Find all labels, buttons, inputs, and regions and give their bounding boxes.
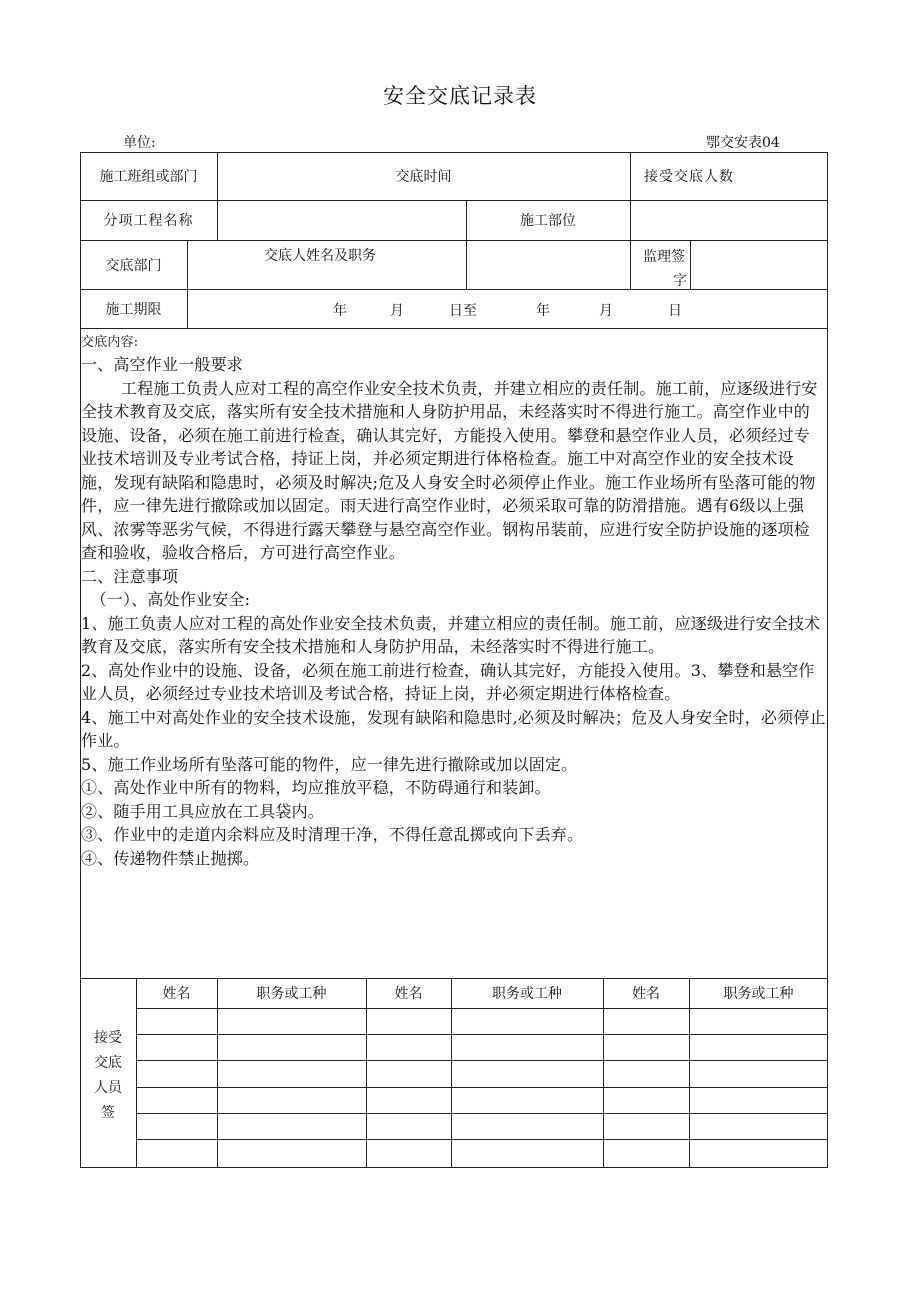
page-title: 安全交底记录表 bbox=[383, 84, 537, 108]
list-item: ③、作业中的走道内余料应及时清理干净，不得任意乱掷或向下丢弃。 bbox=[81, 825, 584, 844]
period-year-1: 年 bbox=[333, 303, 347, 319]
period-month-1: 月 bbox=[390, 303, 404, 319]
time-label: 交底时间 bbox=[395, 169, 452, 185]
briefing-content bbox=[81, 333, 826, 870]
sig-col-name-2: 姓名 bbox=[394, 986, 423, 1002]
receivers-label: 接受交底人数 bbox=[644, 169, 734, 185]
supervisor-label-2: 字 bbox=[673, 273, 687, 289]
location-label: 施工部位 bbox=[520, 213, 576, 229]
content-heading: 交底内容: bbox=[81, 335, 139, 350]
section1-body: 工程施工负责人应对工程的高空作业安全技术负责，并建立相应的责任制。施工前，应逐级进行安全技术教育及交底，落实所有安全技术措施和人身防护用品，未经落实时不得进行施工。高空作业中的设施、设备，必须在施工前进行检查，确认其完好，方能投入使用。攀登和悬空作业人员，必须经过专业技术培训及专业考试合格，持证上岗，并必须定期进行体格检查。施工中对高空作业的安全技术设施，发现有缺陷和隐患时，必须及时解决;危及人身安全时必须停止作业。施工作业场所有坠落可能的物件，应一律先进行撤除或加以固定。雨天进行高空作业时，必须采取可靠的防滑措施。遇有6级以上强风、浓雾等恶劣气候，不得进行露天攀登与悬空高空作业。钢构吊装前，应进行安全防护设施的逐项检查和验收，验收合格后，方可进行高空作业。 bbox=[81, 378, 818, 562]
sig-col-role-2: 职务或工种 bbox=[492, 986, 562, 1002]
section2-title: 二、注意事项 bbox=[81, 566, 179, 586]
section1-title: 一、高空作业一般要求 bbox=[81, 355, 244, 374]
list-item: 5、施工作业场所有坠落可能的物件，应一律先进行撤除或加以固定。 bbox=[81, 754, 578, 774]
list-item: 2、高处作业中的设施、设备，必须在施工前进行检查，确认其完好，方能投入使用。3、攀登和悬空作业人员，必须经过专业技术培训及考试合格，持证上岗，并必须定期进行体格检查。 bbox=[81, 660, 815, 703]
list-item: ④、传递物件禁止抛掷。 bbox=[81, 848, 260, 868]
period-day-2: 日 bbox=[668, 303, 682, 319]
project-label: 分项工程名称 bbox=[103, 213, 194, 229]
signature-label: 接受 交底 人员 签 bbox=[94, 1030, 122, 1121]
period-label: 施工期限 bbox=[105, 301, 162, 318]
period-month-2: 月 bbox=[599, 303, 613, 319]
form-code: 鄂交安表04 bbox=[706, 135, 780, 151]
list-item: 1、施工负责人应对工程的高处作业安全技术负责，并建立相应的责任制。施工前，应逐级进行安全技术教育及交底，落实所有安全技术措施和人身防护用品，未经落实时不得进行施工。 bbox=[81, 613, 821, 656]
dept-label: 交底部门 bbox=[105, 257, 162, 274]
list-item: ②、随手用工具应放在工具袋内。 bbox=[81, 801, 325, 821]
sig-col-role-1: 职务或工种 bbox=[256, 986, 327, 1002]
list-item: ①、高处作业中所有的物料，均应推放平稳，不防碍通行和装卸。 bbox=[81, 778, 551, 797]
unit-label: 单位: bbox=[123, 135, 156, 151]
sig-col-name-1: 姓名 bbox=[162, 986, 191, 1002]
list-item: 4、施工中对高处作业的安全技术设施，发现有缺陷和隐患时,必须及时解决；危及人身安全时，必须停止作业。 bbox=[81, 707, 826, 750]
team-label: 施工班组或部门 bbox=[99, 169, 198, 185]
person-label: 交底人姓名及职务 bbox=[264, 248, 376, 264]
period-year-2: 年 bbox=[536, 303, 550, 319]
sig-col-name-3: 姓名 bbox=[632, 986, 660, 1002]
subsection1-title: （一）、高处作业安全: bbox=[90, 590, 251, 609]
sig-col-role-3: 职务或工种 bbox=[723, 986, 794, 1002]
supervisor-label: 监理签 bbox=[643, 249, 685, 265]
period-day-to: 日至 bbox=[449, 303, 477, 319]
